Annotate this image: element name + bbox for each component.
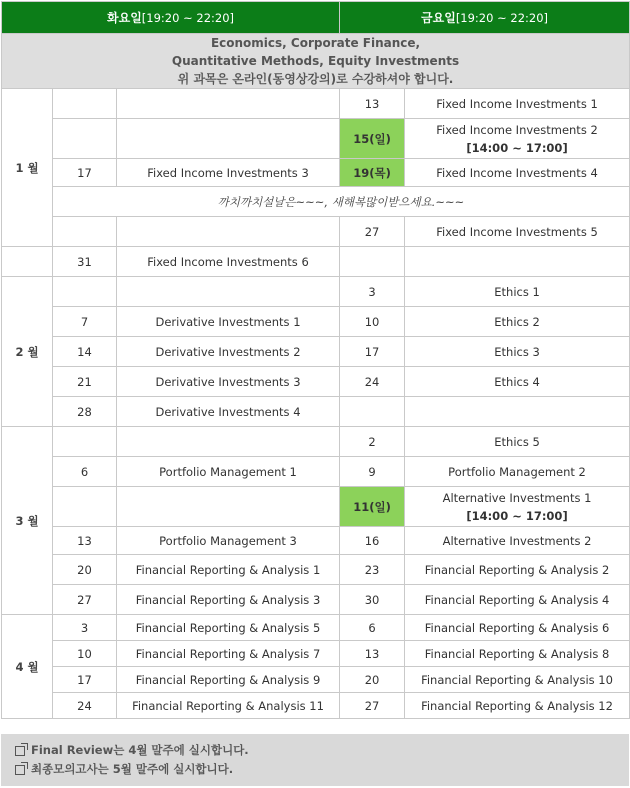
online-notice-row <box>2 34 630 89</box>
note-pencil-icon <box>15 765 25 775</box>
footer-note-2-text: 최종모의고사는 5월 말주에 실시합니다. <box>31 762 234 776</box>
fri-subject: Ethics 2 <box>405 307 630 337</box>
tue-date: 6 <box>53 457 117 487</box>
fri-date: 2 <box>340 427 405 457</box>
tue-date: 27 <box>53 585 117 615</box>
fri-subject: Ethics 1 <box>405 277 630 307</box>
fri-subject-time: [14:00 ~ 17:00] <box>466 140 568 155</box>
tue-subject: Portfolio Management 3 <box>117 527 340 555</box>
month-january: 1 월 <box>2 89 53 247</box>
tue-date: 21 <box>53 367 117 397</box>
tue-date: 10 <box>53 641 117 667</box>
fri-date <box>340 397 405 427</box>
tue-subject: Portfolio Management 1 <box>117 457 340 487</box>
tue-date: 20 <box>53 555 117 585</box>
table-row <box>2 367 630 397</box>
fri-date: 20 <box>340 667 405 693</box>
footer-note-1-text: Final Review는 4월 말주에 실시합니다. <box>31 743 249 757</box>
footer-notes <box>1 734 629 786</box>
tue-date <box>53 487 117 527</box>
fri-date: 6 <box>340 615 405 641</box>
table-row <box>2 119 630 159</box>
tue-date: 3 <box>53 615 117 641</box>
notice-line-3: 위 과목은 온라인(동영상강의)로 수강하셔야 합니다. <box>177 72 454 86</box>
month-february: 2 월 <box>2 277 53 427</box>
tue-subject <box>117 277 340 307</box>
fri-subject: Financial Reporting & Analysis 2 <box>405 555 630 585</box>
fri-subject <box>405 247 630 277</box>
table-row <box>2 457 630 487</box>
fri-date <box>340 247 405 277</box>
tuesday-header <box>2 2 340 34</box>
friday-time: [19:20 ~ 22:20] <box>455 11 549 25</box>
fri-subject <box>405 397 630 427</box>
table-row <box>2 615 630 641</box>
footer-note-2 <box>15 760 629 779</box>
tue-subject: Financial Reporting & Analysis 9 <box>117 667 340 693</box>
tue-date: 7 <box>53 307 117 337</box>
schedule-table <box>1 1 630 719</box>
fri-date: 27 <box>340 693 405 719</box>
table-row <box>2 667 630 693</box>
month-april: 4 월 <box>2 615 53 719</box>
fri-subject: Ethics 4 <box>405 367 630 397</box>
fri-date-special: 11(일) <box>340 487 405 527</box>
tue-subject: Financial Reporting & Analysis 7 <box>117 641 340 667</box>
fri-date: 3 <box>340 277 405 307</box>
fri-date: 27 <box>340 217 405 247</box>
month-march: 3 월 <box>2 427 53 615</box>
fri-date: 17 <box>340 337 405 367</box>
fri-date: 13 <box>340 89 405 119</box>
tue-date <box>53 119 117 159</box>
fri-subject-title: Alternative Investments 1 <box>442 490 592 505</box>
tue-subject: Financial Reporting & Analysis 5 <box>117 615 340 641</box>
header-row <box>2 2 630 34</box>
tuesday-time: [19:20 ~ 22:20] <box>141 11 234 25</box>
fri-subject: Ethics 5 <box>405 427 630 457</box>
tue-date <box>53 89 117 119</box>
fri-subject: Fixed Income Investments 5 <box>405 217 630 247</box>
holiday-message: 까치까치설날은~~~, 새해복많이받으세요.~~~ <box>53 187 630 217</box>
tuesday-label: 화요일 <box>107 11 142 25</box>
fri-subject: Financial Reporting & Analysis 10 <box>405 667 630 693</box>
table-row <box>2 307 630 337</box>
tue-subject: Derivative Investments 2 <box>117 337 340 367</box>
table-row <box>2 693 630 719</box>
month-empty <box>2 247 53 277</box>
tue-subject <box>117 217 340 247</box>
footer-note-1 <box>15 741 629 760</box>
table-row <box>2 89 630 119</box>
fri-subject <box>405 487 630 527</box>
table-row <box>2 527 630 555</box>
table-row <box>2 427 630 457</box>
online-notice <box>2 34 630 89</box>
table-row <box>2 397 630 427</box>
tue-date: 13 <box>53 527 117 555</box>
tue-subject: Financial Reporting & Analysis 3 <box>117 585 340 615</box>
fri-date: 16 <box>340 527 405 555</box>
table-row <box>2 217 630 247</box>
fri-subject: Financial Reporting & Analysis 12 <box>405 693 630 719</box>
tue-date <box>53 427 117 457</box>
table-row <box>2 585 630 615</box>
fri-subject: Fixed Income Investments 4 <box>405 159 630 187</box>
fri-date-special: 15(일) <box>340 119 405 159</box>
fri-date-special: 19(목) <box>340 159 405 187</box>
tue-date: 17 <box>53 159 117 187</box>
fri-date: 9 <box>340 457 405 487</box>
fri-subject: Fixed Income Investments 1 <box>405 89 630 119</box>
tue-subject: Derivative Investments 1 <box>117 307 340 337</box>
table-row <box>2 337 630 367</box>
fri-subject: Financial Reporting & Analysis 6 <box>405 615 630 641</box>
tue-subject: Derivative Investments 3 <box>117 367 340 397</box>
tue-subject <box>117 89 340 119</box>
tue-date <box>53 217 117 247</box>
table-row <box>2 247 630 277</box>
friday-header <box>340 2 630 34</box>
friday-label: 금요일 <box>421 11 456 25</box>
fri-subject: Portfolio Management 2 <box>405 457 630 487</box>
fri-date: 23 <box>340 555 405 585</box>
fri-date: 10 <box>340 307 405 337</box>
fri-subject: Financial Reporting & Analysis 8 <box>405 641 630 667</box>
table-row <box>2 555 630 585</box>
fri-subject: Financial Reporting & Analysis 4 <box>405 585 630 615</box>
tue-subject: Fixed Income Investments 6 <box>117 247 340 277</box>
fri-subject-time: [14:00 ~ 17:00] <box>466 508 568 523</box>
note-pencil-icon <box>15 746 25 756</box>
tue-date: 24 <box>53 693 117 719</box>
tue-date: 31 <box>53 247 117 277</box>
fri-date: 30 <box>340 585 405 615</box>
notice-line-1: Economics, Corporate Finance, <box>210 36 421 50</box>
notice-line-2: Quantitative Methods, Equity Investments <box>171 54 460 68</box>
table-row <box>2 159 630 187</box>
fri-subject: Ethics 3 <box>405 337 630 367</box>
tue-date <box>53 277 117 307</box>
tue-subject: Fixed Income Investments 3 <box>117 159 340 187</box>
table-row <box>2 277 630 307</box>
table-row <box>2 641 630 667</box>
tue-subject <box>117 487 340 527</box>
holiday-message-row <box>2 187 630 217</box>
fri-date: 24 <box>340 367 405 397</box>
tue-subject <box>117 119 340 159</box>
tue-subject: Financial Reporting & Analysis 1 <box>117 555 340 585</box>
tue-subject: Derivative Investments 4 <box>117 397 340 427</box>
tue-date: 28 <box>53 397 117 427</box>
fri-subject-title: Fixed Income Investments 2 <box>436 122 598 137</box>
fri-date: 13 <box>340 641 405 667</box>
fri-subject: Alternative Investments 2 <box>405 527 630 555</box>
tue-subject: Financial Reporting & Analysis 11 <box>117 693 340 719</box>
tue-subject <box>117 427 340 457</box>
fri-subject <box>405 119 630 159</box>
tue-date: 17 <box>53 667 117 693</box>
tue-date: 14 <box>53 337 117 367</box>
table-row <box>2 487 630 527</box>
